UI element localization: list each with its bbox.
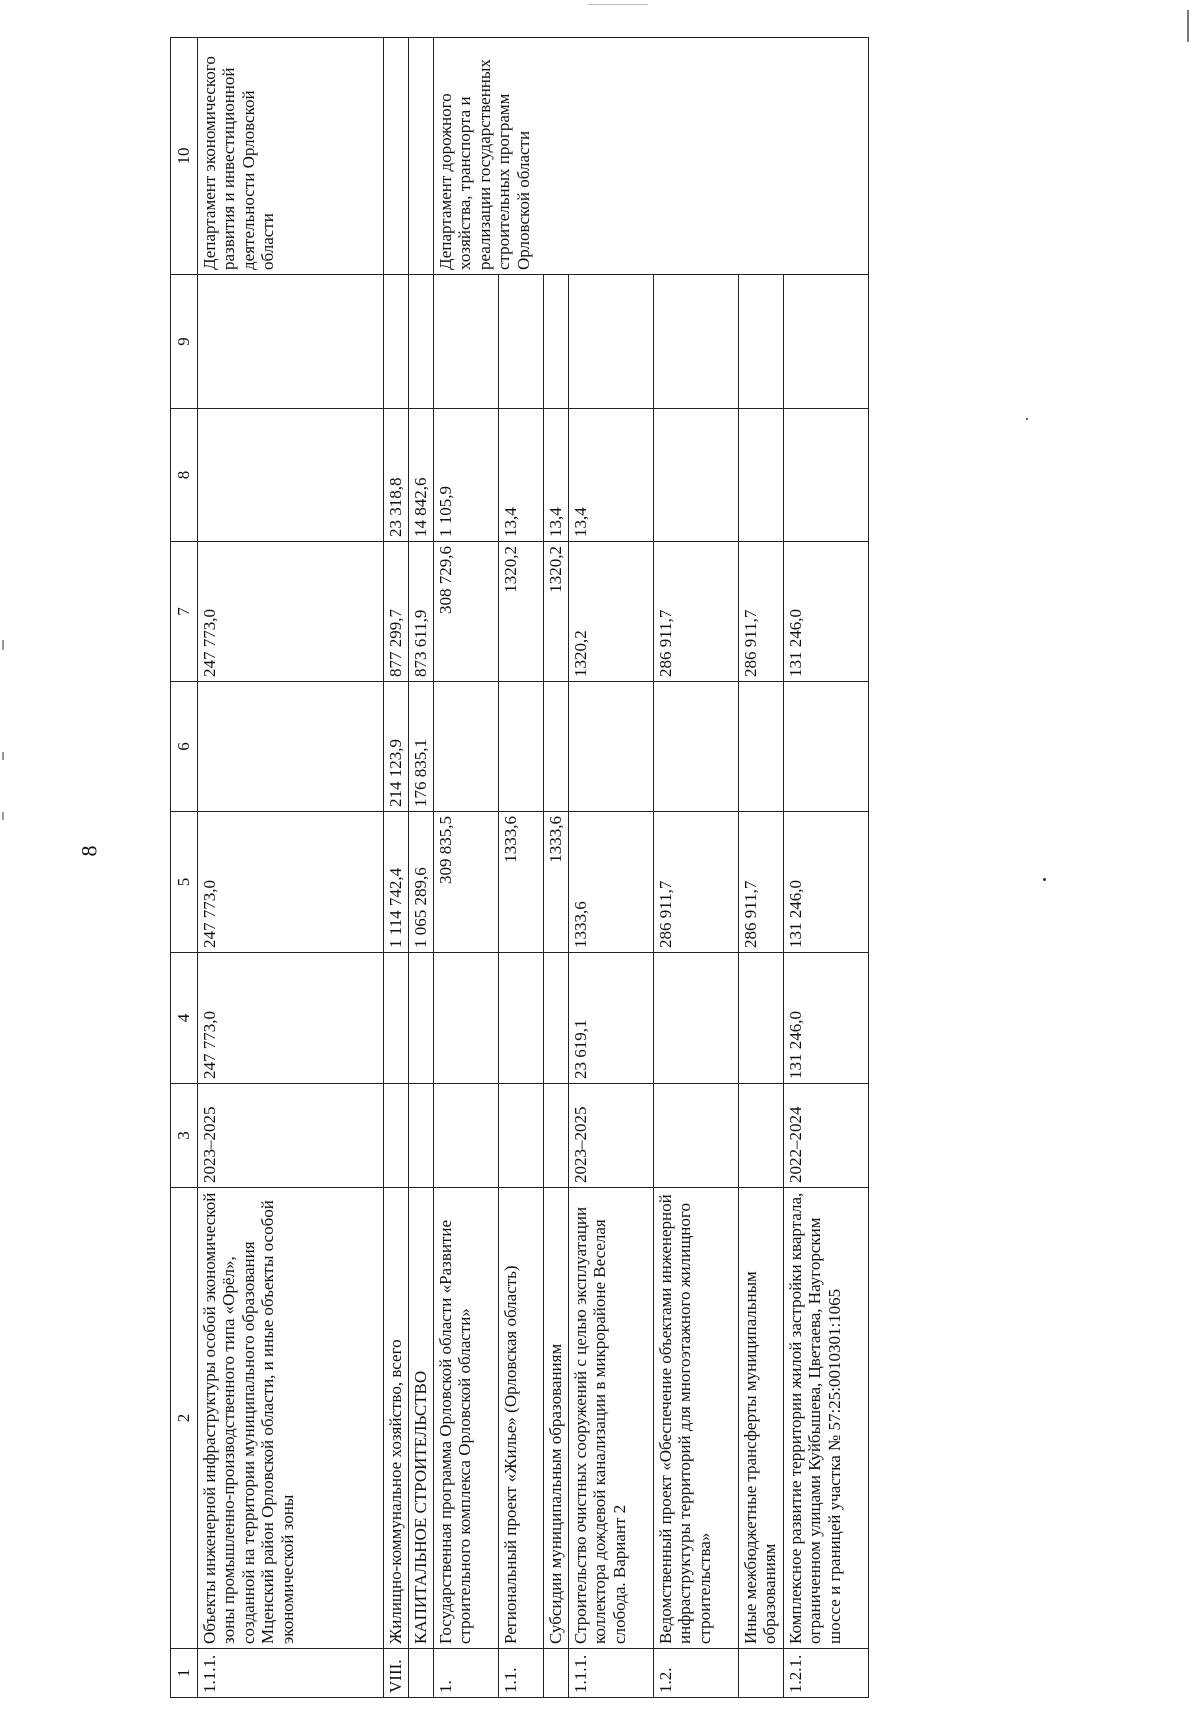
row-period: 2023–2025 bbox=[569, 1084, 654, 1188]
cell-col6: 176 835,1 bbox=[409, 682, 434, 812]
row-name: КАПИТАЛЬНОЕ СТРОИТЕЛЬСТВО bbox=[409, 1188, 434, 1649]
cell-col6 bbox=[784, 682, 869, 812]
cell-responsible: Департамент дорожного хозяйства, транспорта и реализации государственных строительных программ Орловской области bbox=[434, 38, 869, 275]
rotated-page-content bbox=[170, 38, 1010, 1698]
row-name: Субсидии муниципальным образованиям bbox=[544, 1188, 569, 1649]
cell-col8: 14 842,6 bbox=[409, 409, 434, 542]
table-row bbox=[739, 38, 784, 1698]
row-name: Государственная программа Орловской области «Развитие строительного комплекса Орловской области» bbox=[434, 1188, 499, 1649]
cell-col7: 1320,2 bbox=[544, 542, 569, 682]
cell-col4 bbox=[434, 953, 499, 1084]
scan-edge-mark bbox=[2, 640, 4, 650]
table-row bbox=[544, 38, 569, 1698]
cell-col5: 286 911,7 bbox=[739, 812, 784, 953]
scan-dust-dot bbox=[1026, 418, 1028, 420]
row-number bbox=[739, 1649, 784, 1698]
cell-col4 bbox=[739, 953, 784, 1084]
row-number: 1.1. bbox=[499, 1649, 544, 1698]
cell-col7: 131 246,0 bbox=[784, 542, 869, 682]
cell-col8: 13,4 bbox=[569, 409, 654, 542]
table-row bbox=[434, 38, 499, 1698]
row-name: Строительство очистных сооружений с целью эксплуатации коллектора дождевой канализации в микрорайоне Веселая слобода. Вариант 2 bbox=[569, 1188, 654, 1649]
row-name: Объекты инженерной инфраструктуры особой экономической зоны промышленно-производственного типа «Орёл», созданной на территории муниципального образования Мценский район Орловской области, и иные объекты особой экономической зоны bbox=[198, 1188, 384, 1649]
table-row bbox=[499, 38, 544, 1698]
cell-col5: 1333,6 bbox=[544, 812, 569, 953]
cell-col4 bbox=[384, 953, 409, 1084]
table-row bbox=[569, 38, 654, 1698]
cell-col8: 13,4 bbox=[499, 409, 544, 542]
cell-col6 bbox=[499, 682, 544, 812]
row-name: Комплексное развитие территории жилой застройки квартала, ограниченном улицами Куйбышева, Цветаева, Наугорским шоссе и границей участка № 57:25:0010301:1065 bbox=[784, 1188, 869, 1649]
cell-col8: 1 105,9 bbox=[434, 409, 499, 542]
row-period bbox=[384, 1084, 409, 1188]
cell-col5: 1 065 289,6 bbox=[409, 812, 434, 953]
row-number: 1.2. bbox=[654, 1649, 739, 1698]
scan-edge-mark bbox=[2, 752, 4, 760]
column-header: 9 bbox=[171, 275, 198, 409]
cell-col6 bbox=[569, 682, 654, 812]
cell-col5: 247 773,0 bbox=[198, 812, 384, 953]
cell-col8 bbox=[198, 409, 384, 542]
cell-col4: 23 619,1 bbox=[569, 953, 654, 1084]
cell-col4 bbox=[499, 953, 544, 1084]
column-header: 4 bbox=[171, 953, 198, 1084]
column-header: 7 bbox=[171, 542, 198, 682]
row-name: Ведомственный проект «Обеспечение объектами инженерной инфраструктуры территорий для многоэтажного жилищного строительства» bbox=[654, 1188, 739, 1649]
row-number: VIII. bbox=[384, 1649, 409, 1698]
row-period bbox=[499, 1084, 544, 1188]
cell-col4 bbox=[654, 953, 739, 1084]
cell-col7: 286 911,7 bbox=[654, 542, 739, 682]
cell-col5: 286 911,7 bbox=[654, 812, 739, 953]
row-period: 2023–2025 bbox=[198, 1084, 384, 1188]
table-row bbox=[784, 38, 869, 1698]
cell-col9 bbox=[569, 275, 654, 409]
cell-col8 bbox=[784, 409, 869, 542]
cell-col9 bbox=[654, 275, 739, 409]
cell-col9 bbox=[739, 275, 784, 409]
cell-col6 bbox=[739, 682, 784, 812]
row-number: 1.1.1. bbox=[569, 1649, 654, 1698]
cell-col8 bbox=[654, 409, 739, 542]
column-header: 8 bbox=[171, 409, 198, 542]
cell-col4 bbox=[544, 953, 569, 1084]
cell-col7: 1320,2 bbox=[499, 542, 544, 682]
column-header: 5 bbox=[171, 812, 198, 953]
cell-responsible bbox=[384, 38, 409, 275]
cell-col6: 214 123,9 bbox=[384, 682, 409, 812]
table-row bbox=[384, 38, 409, 1698]
cell-responsible: Департамент экономического развития и инвестиционной деятельности Орловской области bbox=[198, 38, 384, 275]
row-period bbox=[654, 1084, 739, 1188]
column-header: 6 bbox=[171, 682, 198, 812]
column-header: 3 bbox=[171, 1084, 198, 1188]
cell-col5: 131 246,0 bbox=[784, 812, 869, 953]
cell-col9 bbox=[384, 275, 409, 409]
cell-col9 bbox=[784, 275, 869, 409]
cell-col5: 309 835,5 bbox=[434, 812, 499, 953]
table-row bbox=[654, 38, 739, 1698]
cell-col7: 308 729,6 bbox=[434, 542, 499, 682]
cell-col4: 247 773,0 bbox=[198, 953, 384, 1084]
row-name: Иные межбюджетные трансферты муниципальным образованиям bbox=[739, 1188, 784, 1649]
row-number: 1. bbox=[434, 1649, 499, 1698]
row-name: Жилищно-коммунальное хозяйство, всего bbox=[384, 1188, 409, 1649]
scan-edge-mark bbox=[1187, 10, 1189, 42]
cell-col6 bbox=[198, 682, 384, 812]
table-row bbox=[409, 38, 434, 1698]
row-period bbox=[409, 1084, 434, 1188]
row-number: 1.2.1. bbox=[784, 1649, 869, 1698]
column-header: 2 bbox=[171, 1188, 198, 1649]
cell-col8: 23 318,8 bbox=[384, 409, 409, 542]
cell-col4: 131 246,0 bbox=[784, 953, 869, 1084]
budget-table bbox=[170, 37, 869, 1698]
cell-col9 bbox=[198, 275, 384, 409]
cell-col9 bbox=[434, 275, 499, 409]
row-number bbox=[409, 1649, 434, 1698]
page-number: 8 bbox=[76, 845, 102, 857]
cell-col6 bbox=[654, 682, 739, 812]
row-period bbox=[434, 1084, 499, 1188]
cell-col8: 13,4 bbox=[544, 409, 569, 542]
table-header-row bbox=[171, 38, 198, 1698]
row-period: 2022–2024 bbox=[784, 1084, 869, 1188]
cell-col9 bbox=[544, 275, 569, 409]
scan-edge-mark bbox=[588, 4, 648, 5]
column-header: 1 bbox=[171, 1649, 198, 1698]
cell-col5: 1 114 742,4 bbox=[384, 812, 409, 953]
cell-col9 bbox=[499, 275, 544, 409]
cell-responsible bbox=[409, 38, 434, 275]
row-period bbox=[544, 1084, 569, 1188]
scan-dust-dot bbox=[1043, 878, 1046, 881]
cell-col4 bbox=[409, 953, 434, 1084]
table-row bbox=[198, 38, 384, 1698]
row-period bbox=[739, 1084, 784, 1188]
row-name: Региональный проект «Жилье» (Орловская область) bbox=[499, 1188, 544, 1649]
cell-col8 bbox=[739, 409, 784, 542]
row-number: 1.1.1. bbox=[198, 1649, 384, 1698]
cell-col7: 1320,2 bbox=[569, 542, 654, 682]
row-number bbox=[544, 1649, 569, 1698]
cell-col7: 247 773,0 bbox=[198, 542, 384, 682]
cell-col5: 1333,6 bbox=[569, 812, 654, 953]
cell-col7: 873 611,9 bbox=[409, 542, 434, 682]
cell-col5: 1333,6 bbox=[499, 812, 544, 953]
cell-col6 bbox=[544, 682, 569, 812]
cell-col9 bbox=[409, 275, 434, 409]
cell-col7: 286 911,7 bbox=[739, 542, 784, 682]
cell-col6 bbox=[434, 682, 499, 812]
column-header: 10 bbox=[171, 38, 198, 275]
scan-edge-mark bbox=[2, 812, 4, 820]
cell-col7: 877 299,7 bbox=[384, 542, 409, 682]
